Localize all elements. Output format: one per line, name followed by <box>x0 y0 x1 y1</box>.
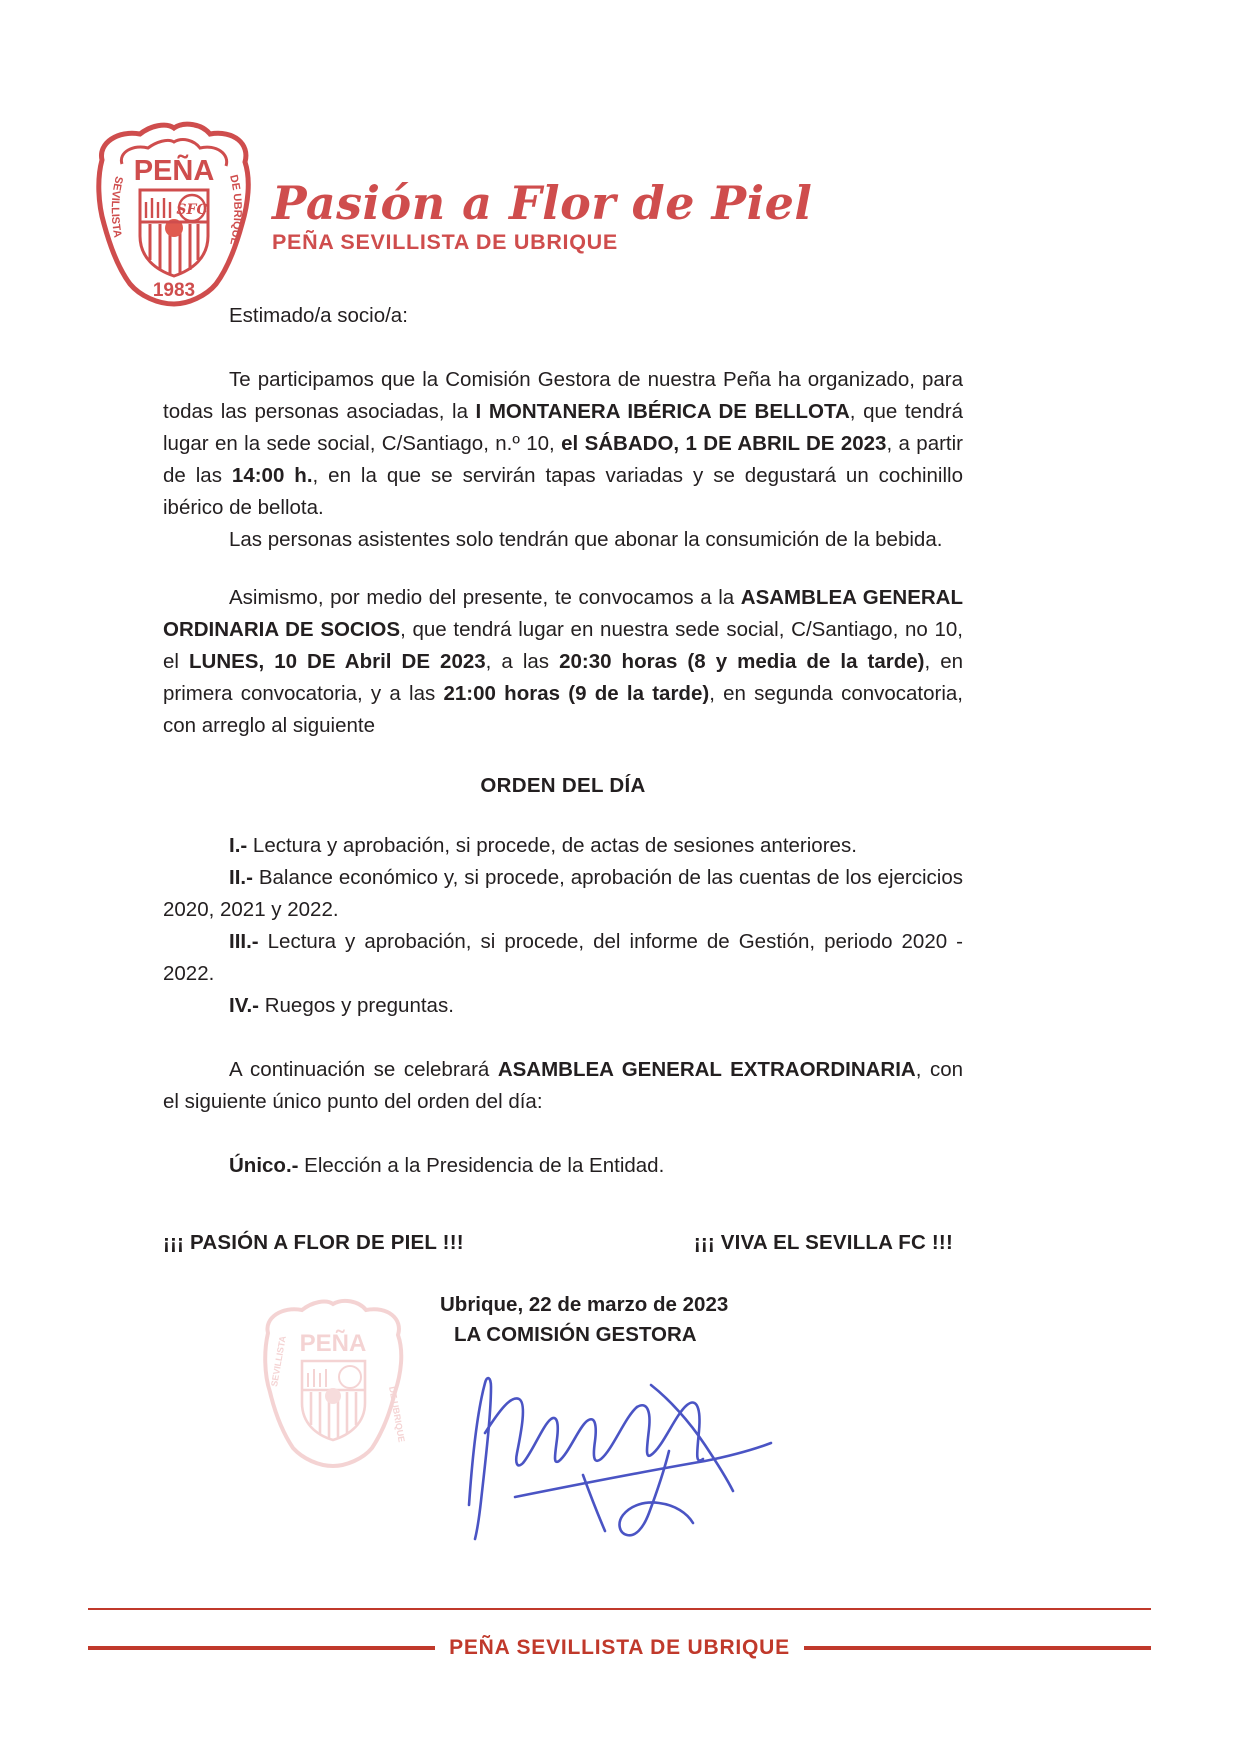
para3-seg5: , en segunda convocatoria, con arreglo al siguiente <box>163 682 964 737</box>
signature-place-date: Ubrique, 22 de marzo de 2023 <box>440 1293 729 1316</box>
svg-text:PEÑA: PEÑA <box>299 1330 367 1357</box>
agenda-item <box>163 862 963 926</box>
paragraph-bebida: Las personas asistentes solo tendrán que abonar la consumición de la bebida. <box>229 528 943 551</box>
svg-text:SFC: SFC <box>176 202 208 218</box>
signature-block <box>440 1290 860 1350</box>
agenda-item-number: III.- <box>229 930 259 953</box>
agenda-item-number: II.- <box>229 866 253 889</box>
crest-logo-icon <box>88 118 258 308</box>
salutation: Estimado/a socio/a: <box>229 304 408 327</box>
para1-bold-date: el SÁBADO, 1 DE ABRIL DE 2023 <box>561 432 887 455</box>
para3-seg3: , a las <box>485 650 560 673</box>
wordmark-subtitle: PEÑA SEVILLISTA DE UBRIQUE <box>272 230 618 254</box>
para4-seg1: A continuación se celebrará <box>229 1058 498 1081</box>
para3-seg4: , en primera convocatoria, y a las <box>163 650 964 705</box>
agenda-item-text: Balance económico y, si procede, aprobación de las cuentas de los ejercicios 2020, 2021 y 2022. <box>163 866 963 921</box>
paragraph-asamblea <box>163 582 963 742</box>
svg-text:DE UBRIQUE: DE UBRIQUE <box>227 173 244 247</box>
para1-seg2: , que tendrá lugar en la sede social, C/Santiago, n.º 10, <box>163 400 963 455</box>
paragraph-extraordinaria <box>163 1054 963 1118</box>
crest-top-label: PEÑA <box>133 155 215 187</box>
para3-bold-asamblea: ASAMBLEA GENERAL ORDINARIA DE SOCIOS <box>163 586 963 641</box>
agenda-item-text: Lectura y aprobación, si procede, del informe de Gestión, periodo 2020 - 2022. <box>163 930 963 985</box>
para1-bold-event: I MONTANERA IBÉRICA DE BELLOTA <box>475 400 850 423</box>
footer-right-rule <box>804 1646 1151 1650</box>
agenda-item-text: Lectura y aprobación, si procede, de actas de sesiones anteriores. <box>247 834 857 857</box>
para4-seg2: , con el siguiente único punto del orden del día: <box>163 1058 963 1113</box>
agenda-item-text: Ruegos y preguntas. <box>259 994 454 1017</box>
para1-seg4: , en la que se servirán tapas variadas y se degustará un cochinillo ibérico de bellota. <box>163 464 963 519</box>
unique-agenda-item <box>163 1150 963 1182</box>
agenda-item <box>163 926 963 990</box>
svg-text:DE UBRIQUE: DE UBRIQUE <box>387 1385 407 1444</box>
para3-bold-date: LUNES, 10 DE Abril DE 2023 <box>189 650 486 673</box>
para3-seg2: , que tendrá lugar en nuestra sede social, C/Santiago, no 10, el <box>163 618 964 673</box>
slogan-row <box>163 1231 1053 1255</box>
para1-seg1: Te participamos que la Comisión Gestora de nuestra Peña ha organizado, para todas las personas asociadas, la <box>163 368 963 423</box>
footer-left-rule <box>88 1646 435 1650</box>
para1-bold-time: 14:00 h. <box>231 464 313 487</box>
agenda-item <box>163 990 963 1022</box>
agenda-list <box>163 830 963 1022</box>
footer-title: PEÑA SEVILLISTA DE UBRIQUE <box>449 1636 790 1659</box>
page-footer <box>0 1608 1239 1668</box>
letterhead <box>0 0 1239 310</box>
handwritten-signature <box>455 1355 795 1555</box>
para3-seg1: Asimismo, por medio del presente, te convocamos a la <box>229 586 741 609</box>
crest-year-label: 1983 <box>152 280 196 301</box>
wordmark-script-text: Pasión a Flor de Piel <box>272 176 813 230</box>
crest-watermark-icon <box>255 1295 410 1470</box>
agenda-title: ORDEN DEL DÍA <box>480 774 646 797</box>
paragraph-montanera <box>163 364 963 524</box>
para3-bold-time2: 21:00 horas (9 de la tarde) <box>443 682 710 705</box>
unique-item-number: Único.- <box>229 1154 299 1177</box>
svg-text:SEVILLISTA: SEVILLISTA <box>269 1335 288 1388</box>
footer-top-rule <box>88 1608 1151 1610</box>
para1-seg3: , a partir de las <box>163 432 964 487</box>
slogan-right: ¡¡¡ VIVA EL SEVILLA FC !!! <box>693 1231 953 1254</box>
svg-text:SEVILLISTA: SEVILLISTA <box>108 175 125 239</box>
wordmark <box>272 176 813 255</box>
para3-bold-time1: 20:30 horas (8 y media de la tarde) <box>559 650 925 673</box>
signature-signer: LA COMISIÓN GESTORA <box>454 1323 697 1346</box>
agenda-item <box>163 830 963 862</box>
slogan-left: ¡¡¡ PASIÓN A FLOR DE PIEL !!! <box>163 1231 464 1254</box>
agenda-item-number: IV.- <box>229 994 260 1017</box>
letter-body <box>163 300 963 1182</box>
para4-bold-extraordinaria: ASAMBLEA GENERAL EXTRAORDINARIA <box>497 1058 916 1081</box>
agenda-item-number: I.- <box>229 834 248 857</box>
unique-item-text: Elección a la Presidencia de la Entidad. <box>298 1154 665 1177</box>
